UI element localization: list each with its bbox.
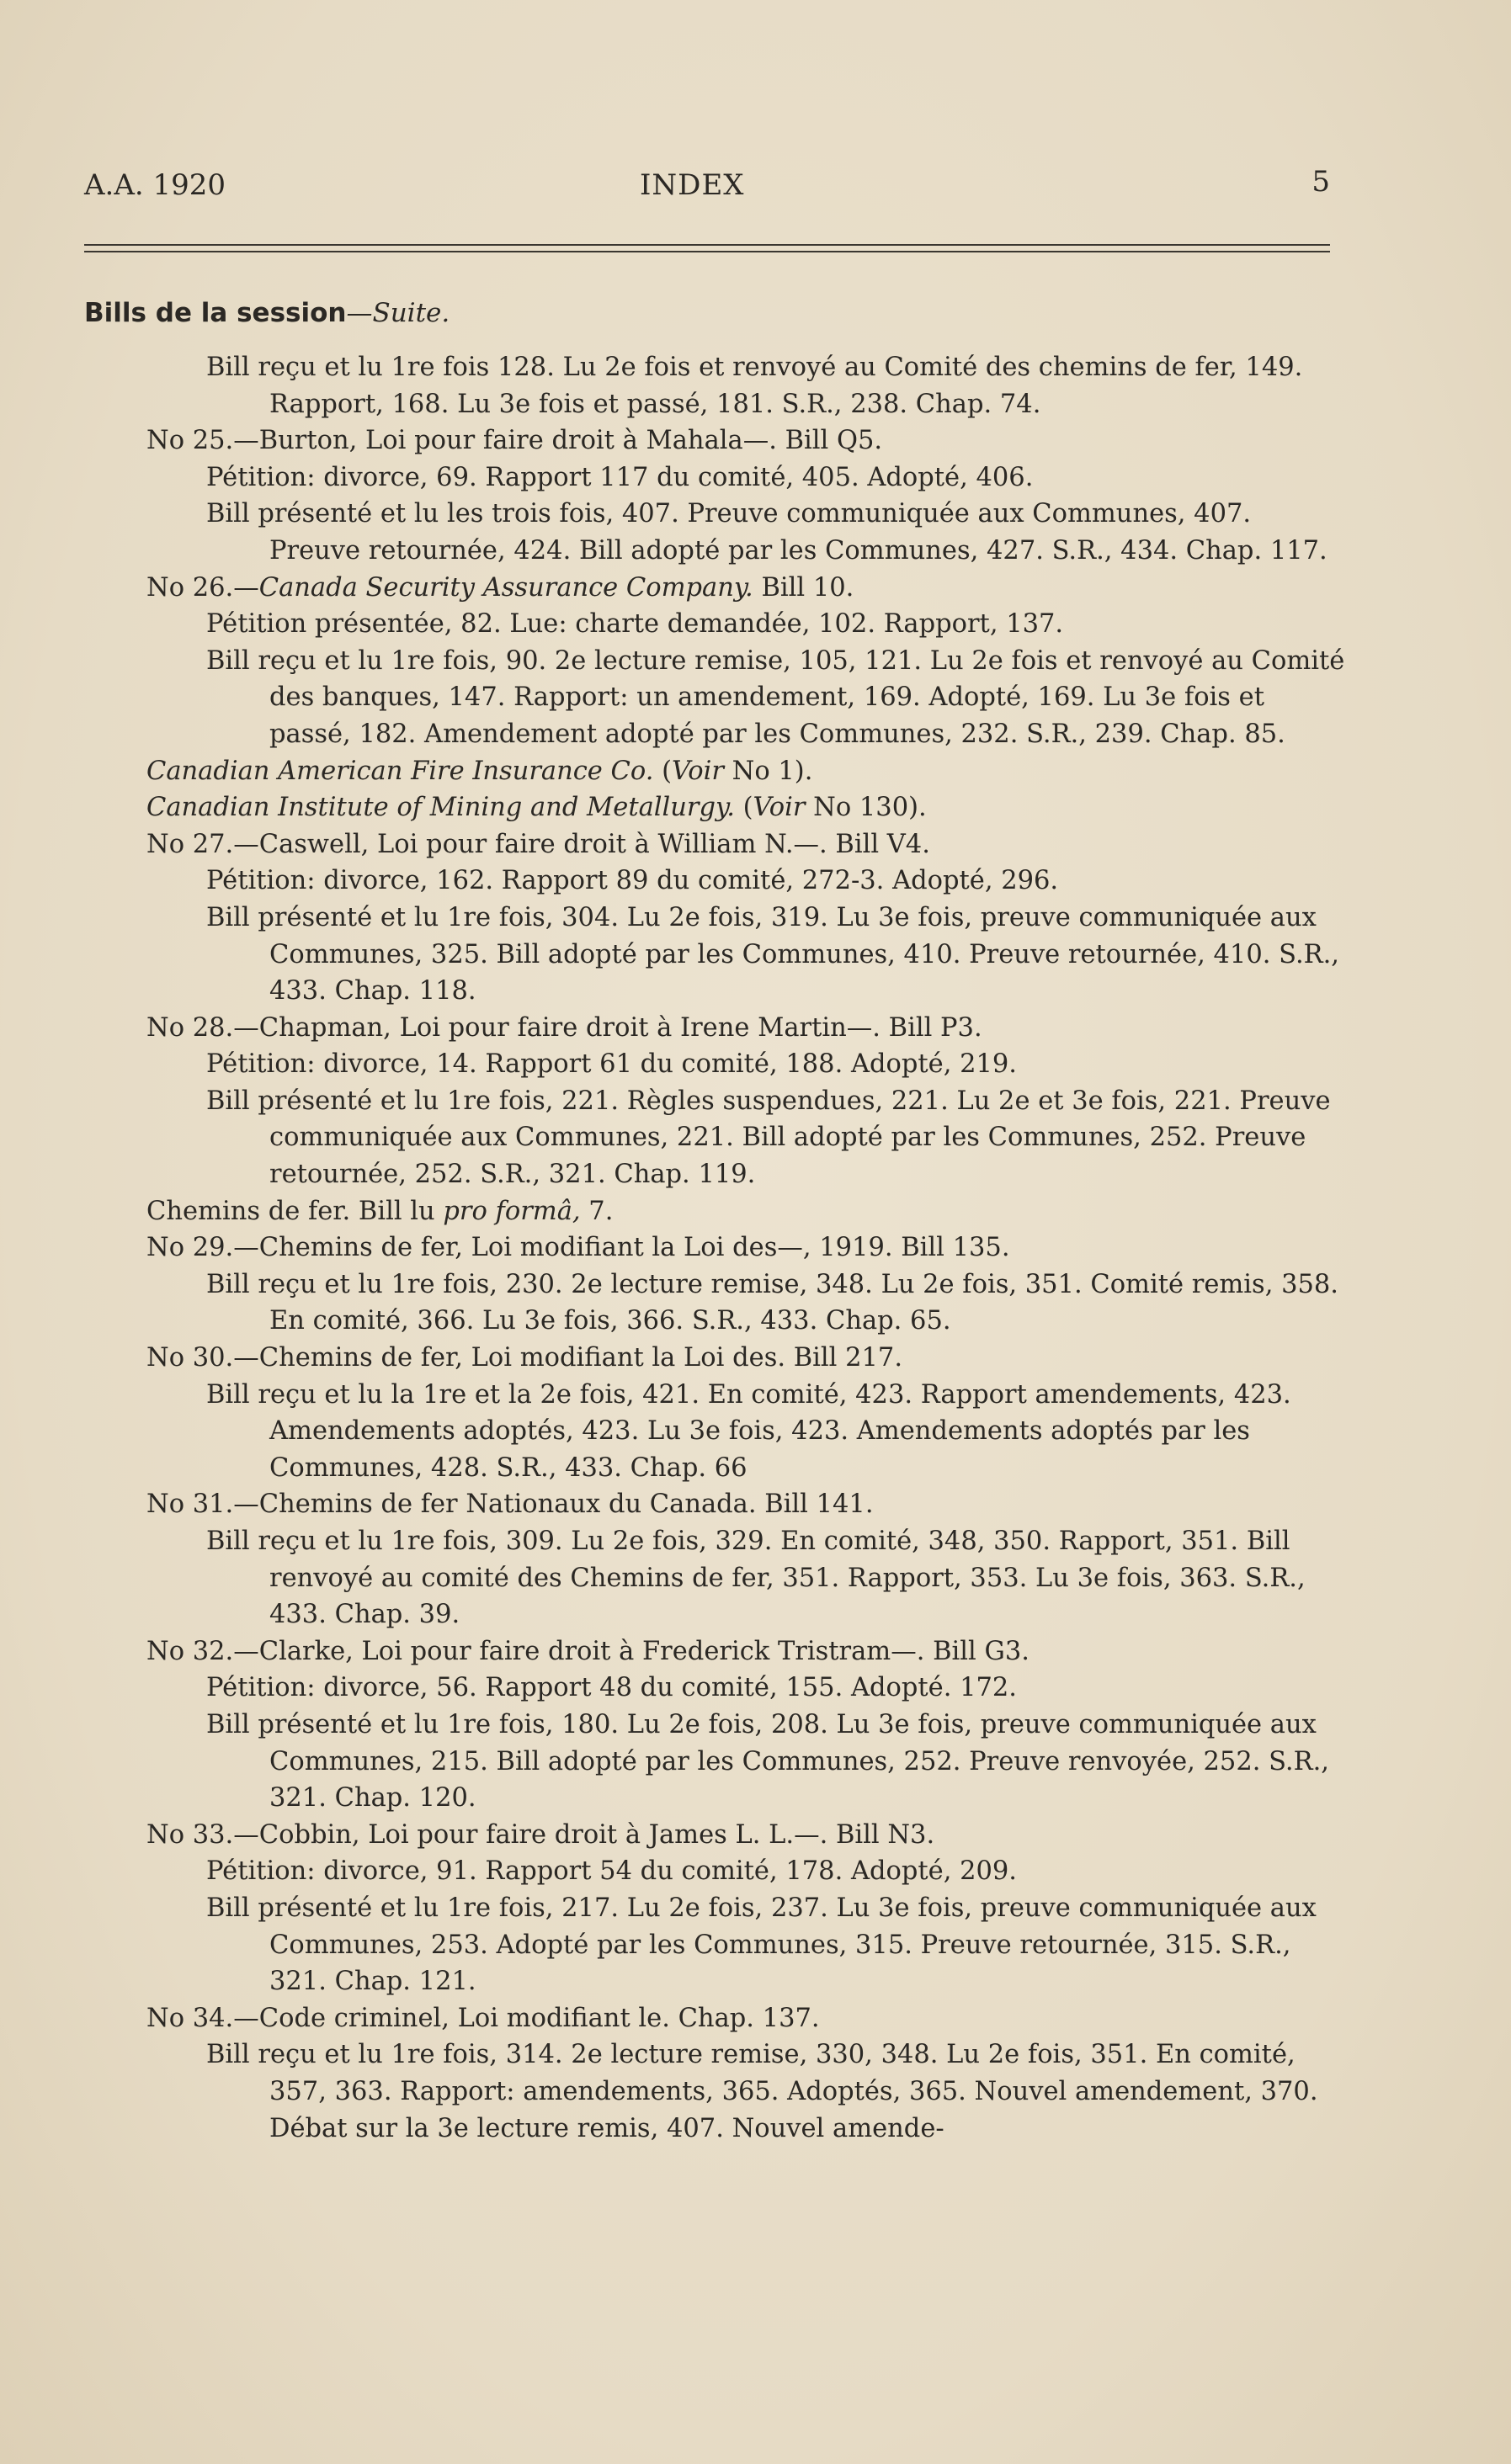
index-entry	[146, 570, 1347, 607]
running-header	[84, 165, 1330, 219]
index-body	[146, 349, 1347, 2147]
index-subentry: Bill présenté et lu 1re fois, 180. Lu 2e fois, 208. Lu 3e fois, preuve communiquée aux Communes, 215. Bill adopté par les Communes, 252. Preuve renvoyée, 252. S.R., 321. Chap. 120.	[206, 1709, 1329, 1813]
index-subentry: Bill présenté et lu 1re fois, 221. Règles suspendues, 221. Lu 2e et 3e fois, 221. Preuve communiquée aux Communes, 221. Bill adopté par les Communes, 252. Preuve retournée, 252. S.R., 321. Chap. 119.	[206, 1086, 1331, 1190]
entry-voir: Voir	[753, 793, 806, 823]
section-title: Bills de la session	[84, 298, 347, 328]
index-entry	[146, 1193, 1347, 1230]
header-rule-bottom	[84, 251, 1330, 252]
header-session-year: A.A. 1920	[84, 168, 226, 202]
index-subentry: Pétition: divorce, 56. Rapport 48 du comité, 155. Adopté. 172.	[206, 1673, 1017, 1703]
index-entry	[146, 789, 1347, 826]
index-subentry: Bill présenté et lu 1re fois, 217. Lu 2e fois, 237. Lu 3e fois, preuve communiquée aux Communes, 253. Adopté par les Communes, 315. Preuve retournée, 315. S.R., 321. Chap. 121.	[206, 1893, 1317, 1997]
index-entry: No 30.—Chemins de fer, Loi modifiant la Loi des. Bill 217.	[146, 1343, 903, 1373]
entry-italic: pro formâ,	[443, 1196, 581, 1226]
entry-title: Canadian Institute of Mining and Metallurgy.	[146, 793, 735, 823]
index-entry: No 33.—Cobbin, Loi pour faire droit à James L. L.—. Bill N3.	[146, 1819, 935, 1850]
index-subentry: Bill reçu et lu 1re fois, 309. Lu 2e fois, 329. En comité, 348, 350. Rapport, 351. Bill renvoyé au comité des Chemins de fer, 351. Rapport, 353. Lu 3e fois, 363. S.R., 433. Chap. 39.	[206, 1527, 1306, 1630]
page-number: 5	[1311, 165, 1330, 199]
header-rule-top	[84, 244, 1330, 246]
entry-title: Canadian American Fire Insurance Co.	[146, 756, 654, 786]
entry-title: Canada Security Assurance Company.	[258, 572, 753, 603]
index-subentry: Bill reçu et lu 1re fois, 90. 2e lecture remise, 105, 121. Lu 2e fois et renvoyé au Comité des banques, 147. Rapport: un amendement, 169. Adopté, 169. Lu 3e fois et passé, 182. Amendement adopté par les Communes, 232. S.R., 239. Chap. 85.	[206, 645, 1345, 749]
index-subentry: Pétition: divorce, 91. Rapport 54 du comité, 178. Adopté, 209.	[206, 1856, 1017, 1887]
index-subentry: Bill reçu et lu 1re fois 128. Lu 2e fois et renvoyé au Comité des chemins de fer, 149. Rapport, 168. Lu 3e fois et passé, 181. S.R., 238. Chap. 74.	[206, 353, 1303, 419]
index-entry: No 32.—Clarke, Loi pour faire droit à Frederick Tristram—. Bill G3.	[146, 1636, 1030, 1666]
entry-ref-open: (	[734, 793, 753, 823]
index-entry: No 28.—Chapman, Loi pour faire droit à Irene Martin—. Bill P3.	[146, 1012, 982, 1043]
index-subentry: Bill reçu et lu 1re fois, 230. 2e lecture remise, 348. Lu 2e fois, 351. Comité remis, 358. En comité, 366. Lu 3e fois, 366. S.R., 433. Chap. 65.	[206, 1269, 1338, 1336]
header-title: INDEX	[640, 168, 745, 202]
index-entry: No 25.—Burton, Loi pour faire droit à Mahala—. Bill Q5.	[146, 426, 883, 456]
index-entry: No 27.—Caswell, Loi pour faire droit à William N.—. Bill V4.	[146, 829, 930, 859]
index-subentry: Pétition: divorce, 69. Rapport 117 du comité, 405. Adopté, 406.	[206, 462, 1034, 492]
section-suffix: —Suite.	[346, 298, 450, 328]
entry-prefix: No 26.—	[146, 572, 259, 603]
entry-prefix: Chemins de fer. Bill lu	[146, 1196, 444, 1226]
entry-voir: Voir	[672, 756, 724, 786]
index-subentry: Pétition: divorce, 162. Rapport 89 du comité, 272-3. Adopté, 296.	[206, 866, 1059, 896]
entry-suffix: Bill 10.	[753, 572, 854, 603]
index-entry: No 31.—Chemins de fer Nationaux du Canada. Bill 141.	[146, 1490, 874, 1520]
index-subentry: Bill présenté et lu 1re fois, 304. Lu 2e fois, 319. Lu 3e fois, preuve communiquée aux Communes, 325. Bill adopté par les Communes, 410. Preuve retournée, 410. S.R., 433. Chap. 118.	[206, 902, 1339, 1006]
index-subentry: Bill reçu et lu 1re fois, 314. 2e lecture remise, 330, 348. Lu 2e fois, 351. En comité, 357, 363. Rapport: amendements, 365. Adoptés, 365. Nouvel amendement, 370. Débat sur la 3e lecture remis, 407. Nouvel amende-	[206, 2040, 1318, 2143]
section-heading	[84, 298, 450, 328]
entry-ref-open: (	[653, 756, 673, 786]
index-subentry: Pétition: divorce, 14. Rapport 61 du comité, 188. Adopté, 219.	[206, 1049, 1017, 1080]
index-subentry: Bill présenté et lu les trois fois, 407. Preuve communiquée aux Communes, 407. Preuve retournée, 424. Bill adopté par les Communes, 427. S.R., 434. Chap. 117.	[206, 499, 1327, 566]
index-subentry: Bill reçu et lu la 1re et la 2e fois, 421. En comité, 423. Rapport amendements, 423. Amendements adoptés, 423. Lu 3e fois, 423. Amendements adoptés par les Communes, 428. S.R., 433. Chap. 66	[206, 1379, 1291, 1483]
index-subentry: Pétition présentée, 82. Lue: charte demandée, 102. Rapport, 137.	[206, 609, 1064, 640]
entry-suffix: 7.	[580, 1196, 614, 1226]
entry-ref: No 1).	[723, 756, 813, 786]
index-entry: No 29.—Chemins de fer, Loi modifiant la Loi des—, 1919. Bill 135.	[146, 1233, 1010, 1263]
index-entry	[146, 753, 1347, 790]
index-entry: No 34.—Code criminel, Loi modifiant le. Chap. 137.	[146, 2003, 820, 2033]
entry-ref: No 130).	[805, 793, 927, 823]
